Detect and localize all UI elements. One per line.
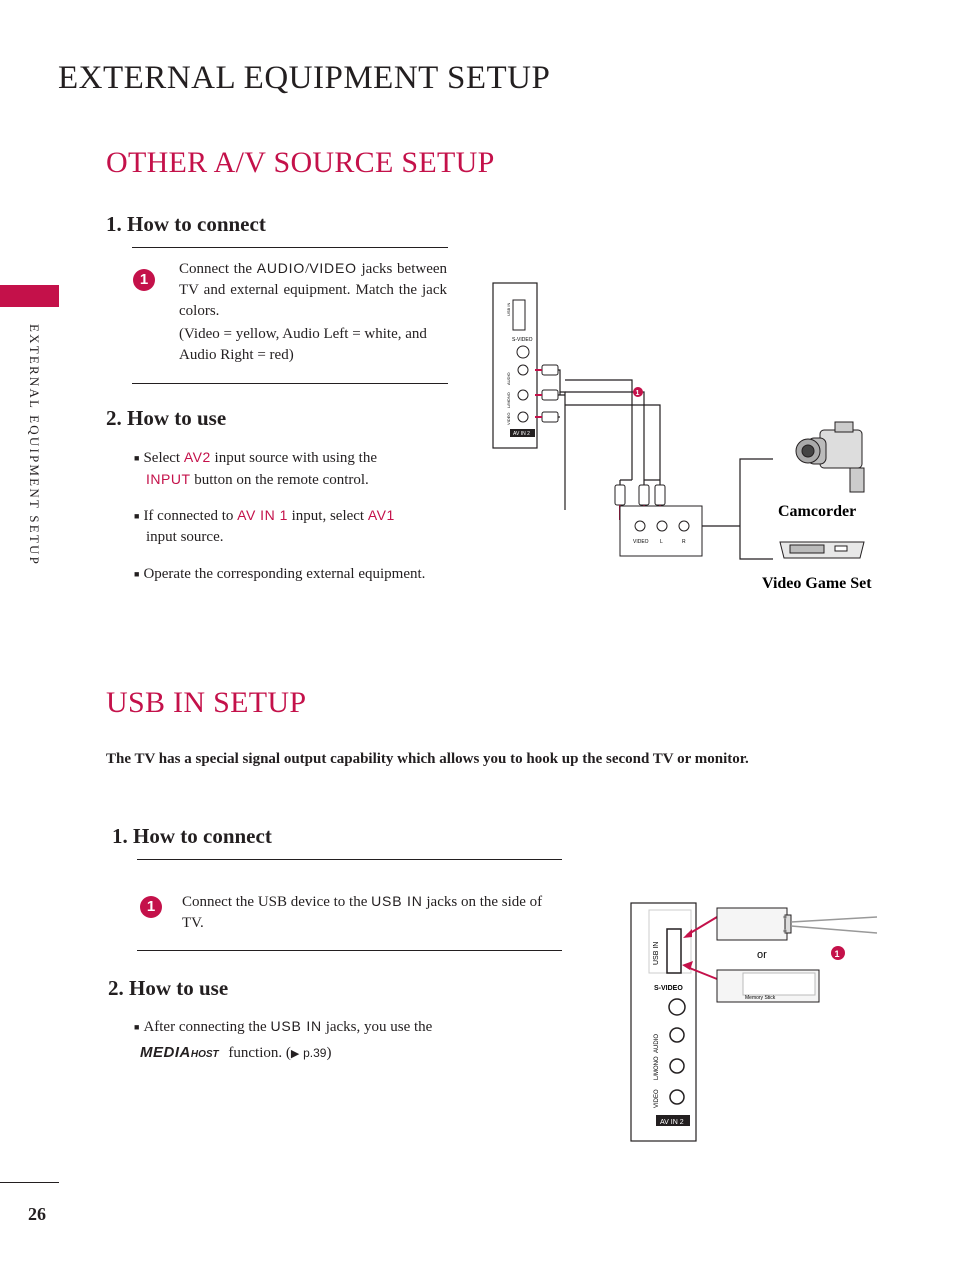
divider xyxy=(137,950,562,951)
divider xyxy=(132,383,448,384)
audio-r-jack xyxy=(518,365,528,375)
audio-l-jack xyxy=(518,390,528,400)
usb-port xyxy=(513,300,525,330)
or-label: or xyxy=(757,949,767,961)
marker-label: 1 xyxy=(834,949,840,959)
av-connect-note: (Video = yellow, Audio Left = white, and Audio Right = red) xyxy=(179,326,427,363)
footer-rule xyxy=(0,1182,59,1183)
marker-label: 1 xyxy=(635,390,640,397)
page-number: 26 xyxy=(28,1204,46,1224)
av-use-bullet-1: ■ Select AV2 input source with using the INPUT button on the remote control. xyxy=(134,449,378,489)
av-connect-text: Connect the AUDIO/VIDEO jacks between TV and external equipment. Match the jack colors. xyxy=(179,260,448,319)
audio-l-jack xyxy=(670,1059,684,1073)
box-r-label: R xyxy=(682,539,686,545)
side-tab-label: EXTERNAL EQUIPMENT SETUP xyxy=(27,323,42,567)
av-in2-label: AV IN 2 xyxy=(513,431,530,437)
av-use-bullet-3: ■ Operate the corresponding external equipment. xyxy=(134,566,426,582)
av-in2-label: AV IN 2 xyxy=(660,1119,684,1126)
usb-use-bullet-1-cont: MEDIAHOST function. (▶ p.39) xyxy=(140,1044,332,1061)
step-badge: 1 xyxy=(140,896,162,918)
audio-label: AUDIO xyxy=(506,372,511,385)
mediahost-logo: MEDIA xyxy=(140,1044,191,1061)
memory-stick-label: Memory Stick xyxy=(745,995,776,1001)
s-video-jack xyxy=(669,999,685,1015)
box-video-label: VIDEO xyxy=(633,539,649,545)
av-section-title: OTHER A/V SOURCE SETUP xyxy=(106,146,495,179)
usb-stick-icon xyxy=(717,908,877,940)
video-jack xyxy=(670,1090,684,1104)
video-label: VIDEO xyxy=(654,1089,660,1108)
video-jack xyxy=(518,412,528,422)
usb-in-label: USB IN xyxy=(506,302,511,316)
video-game-set-icon xyxy=(780,542,864,558)
usb-use-bullet-1: ■ After connecting the USB IN jacks, you use the xyxy=(134,1018,433,1035)
page-title: EXTERNAL EQUIPMENT SETUP xyxy=(58,60,551,96)
camcorder-icon xyxy=(796,422,864,492)
arrow-right-icon: ▶ xyxy=(290,1048,300,1060)
page-ref-link[interactable]: p.39 xyxy=(303,1046,327,1060)
usb-connection-diagram xyxy=(625,895,895,1150)
s-video-label: S-VIDEO xyxy=(512,337,533,343)
video-label: VIDEO xyxy=(506,412,511,425)
usb-section-title: USB IN SETUP xyxy=(106,686,307,719)
usb-port xyxy=(667,929,681,973)
s-video-label: S-VIDEO xyxy=(654,985,683,992)
side-tab-marker xyxy=(0,285,59,307)
usb-in-label: USB IN xyxy=(653,941,660,965)
usb-intro: The TV has a special signal output capability which allows you to hook up the second TV or monitor. xyxy=(106,751,749,767)
mono-label: L/MONO xyxy=(506,392,511,408)
s-video-jack xyxy=(517,346,529,358)
device-bracket xyxy=(702,459,773,559)
divider xyxy=(137,859,562,860)
mono-label: L/MONO xyxy=(654,1056,660,1080)
box-l-label: L xyxy=(660,539,663,545)
audio-label: AUDIO xyxy=(654,1033,660,1053)
av-connect-heading: 1. How to connect xyxy=(106,212,266,236)
av-connection-diagram xyxy=(490,280,890,600)
video-game-set-label: Video Game Set xyxy=(762,575,872,592)
usb-use-heading: 2. How to use xyxy=(108,976,229,1000)
usb-connect-text: Connect the USB device to the USB IN jacks on the side of TV. xyxy=(182,893,543,931)
camcorder-label: Camcorder xyxy=(778,503,857,520)
av-use-heading: 2. How to use xyxy=(106,406,227,430)
usb-connect-heading: 1. How to connect xyxy=(112,824,272,848)
audio-r-jack xyxy=(670,1028,684,1042)
divider xyxy=(132,247,448,248)
av-use-bullet-2: ■ If connected to AV IN 1 input, select AV1 input source. xyxy=(134,507,395,546)
step-badge: 1 xyxy=(133,269,155,291)
